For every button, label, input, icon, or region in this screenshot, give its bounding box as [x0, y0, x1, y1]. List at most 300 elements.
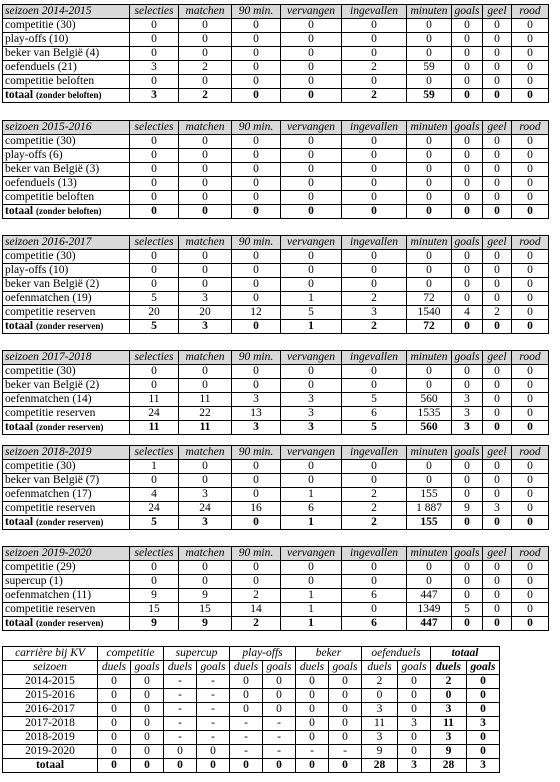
- total-note: (zonder beloften): [35, 206, 102, 216]
- table-row: [3, 561, 549, 575]
- career-cell: 9: [362, 745, 398, 759]
- stat-cell: 0: [407, 365, 452, 379]
- table-row: [3, 264, 549, 278]
- stat-cell: 6: [342, 589, 407, 603]
- total-cell: 0: [483, 421, 512, 435]
- column-header: selecties: [130, 547, 179, 561]
- career-cell: 3: [362, 703, 398, 717]
- stat-cell: 0: [342, 75, 407, 89]
- career-subheader-row: [3, 661, 500, 675]
- total-cell: 0: [483, 89, 512, 103]
- stat-cell: 0: [512, 407, 549, 421]
- career-cell: 0: [98, 717, 131, 731]
- career-subheader: goals: [131, 661, 164, 675]
- stat-cell: 0: [179, 135, 232, 149]
- stat-cell: 0: [232, 47, 281, 61]
- column-header: ingevallen: [342, 5, 407, 19]
- career-cell: 0: [296, 717, 329, 731]
- table-row: [3, 33, 549, 47]
- total-note: (zonder reserven): [35, 321, 104, 331]
- stat-cell: 0: [407, 379, 452, 393]
- total-note: (zonder reserven): [35, 422, 104, 432]
- career-subheader: duels: [431, 661, 467, 675]
- stat-cell: 3: [179, 292, 232, 306]
- table-row: [3, 460, 549, 474]
- career-season-header: seizoen: [3, 661, 98, 675]
- career-table: [2, 646, 500, 773]
- stat-cell: 3: [232, 393, 281, 407]
- total-cell: 9: [130, 617, 179, 631]
- stat-cell: 560: [407, 393, 452, 407]
- career-cell: 2: [362, 675, 398, 689]
- stat-cell: 0: [179, 177, 232, 191]
- career-cell: 0: [263, 703, 296, 717]
- career-cell: 2: [431, 675, 467, 689]
- column-header: minuten: [407, 236, 452, 250]
- column-header: matchen: [179, 236, 232, 250]
- career-title: carrière bij KV: [3, 647, 98, 661]
- total-row: [3, 89, 549, 103]
- stat-cell: 0: [232, 250, 281, 264]
- stat-cell: 0: [232, 561, 281, 575]
- stat-cell: 5: [281, 306, 342, 320]
- stat-cell: 0: [483, 589, 512, 603]
- stat-cell: 0: [342, 575, 407, 589]
- stat-cell: 0: [342, 177, 407, 191]
- stat-cell: 11: [179, 393, 232, 407]
- career-cell: 0: [263, 689, 296, 703]
- career-cell: -: [329, 745, 362, 759]
- stat-cell: 0: [407, 163, 452, 177]
- career-cell: -: [263, 745, 296, 759]
- stat-cell: 0: [512, 306, 549, 320]
- total-cell: 3: [130, 89, 179, 103]
- stat-cell: 1: [281, 292, 342, 306]
- career-cell: 0: [362, 689, 398, 703]
- stat-cell: 0: [342, 460, 407, 474]
- column-header: rood: [512, 121, 549, 135]
- column-header: selecties: [130, 351, 179, 365]
- stat-cell: 0: [232, 19, 281, 33]
- total-cell: 5: [130, 516, 179, 530]
- table-row: [3, 75, 549, 89]
- row-label: oefenduels (13): [3, 177, 130, 191]
- career-row: [3, 703, 500, 717]
- total-cell: 0: [512, 421, 549, 435]
- career-cell: 0: [230, 675, 263, 689]
- stat-cell: 0: [407, 191, 452, 205]
- row-label: play-offs (10): [3, 33, 130, 47]
- column-header: matchen: [179, 547, 232, 561]
- career-cell: -: [230, 745, 263, 759]
- career-total-cell: 0: [98, 759, 131, 773]
- career-cell: 0: [131, 731, 164, 745]
- row-label: competitie reserven: [3, 603, 130, 617]
- total-cell: 3: [179, 516, 232, 530]
- stat-cell: 0: [452, 589, 483, 603]
- column-header: ingevallen: [342, 547, 407, 561]
- stat-cell: 13: [232, 407, 281, 421]
- stat-cell: 3: [130, 61, 179, 75]
- career-group-header: competitie: [98, 647, 164, 661]
- column-header: matchen: [179, 121, 232, 135]
- career-cell: 0: [98, 745, 131, 759]
- total-label-cell: [3, 421, 130, 435]
- column-header: vervangen: [281, 5, 342, 19]
- stat-cell: 16: [232, 502, 281, 516]
- season-header-row: [3, 547, 549, 561]
- column-header: selecties: [130, 121, 179, 135]
- stat-cell: 0: [512, 177, 549, 191]
- column-header: vervangen: [281, 351, 342, 365]
- stat-cell: 0: [452, 47, 483, 61]
- stat-cell: 59: [407, 61, 452, 75]
- stat-cell: 0: [342, 191, 407, 205]
- stat-cell: 0: [407, 75, 452, 89]
- column-header: rood: [512, 547, 549, 561]
- career-cell: -: [263, 731, 296, 745]
- column-header: vervangen: [281, 446, 342, 460]
- career-subheader: goals: [263, 661, 296, 675]
- total-label: totaal: [5, 516, 34, 528]
- total-cell: 2: [232, 617, 281, 631]
- stat-cell: 0: [483, 292, 512, 306]
- stat-cell: 0: [483, 135, 512, 149]
- stat-cell: 0: [452, 33, 483, 47]
- career-subheader: goals: [197, 661, 230, 675]
- column-header: ingevallen: [342, 446, 407, 460]
- career-cell: 0: [467, 675, 500, 689]
- stat-cell: 0: [179, 149, 232, 163]
- season-header-row: [3, 351, 549, 365]
- stat-cell: 0: [130, 19, 179, 33]
- table-row: [3, 47, 549, 61]
- career-cell: -: [296, 745, 329, 759]
- stat-cell: 20: [130, 306, 179, 320]
- column-header: ingevallen: [342, 351, 407, 365]
- table-row: [3, 135, 549, 149]
- total-cell: 0: [512, 320, 549, 334]
- stat-cell: 0: [232, 177, 281, 191]
- stat-cell: 0: [232, 163, 281, 177]
- stat-cell: 0: [342, 250, 407, 264]
- stat-cell: 0: [512, 502, 549, 516]
- career-cell: 0: [296, 731, 329, 745]
- stat-cell: 2: [342, 488, 407, 502]
- stat-cell: 0: [452, 365, 483, 379]
- column-header: minuten: [407, 5, 452, 19]
- total-label-cell: [3, 205, 130, 219]
- stat-cell: 3: [452, 393, 483, 407]
- career-cell: 0: [329, 717, 362, 731]
- row-label: beker van België (3): [3, 163, 130, 177]
- career-cell: 3: [398, 717, 431, 731]
- total-cell: 0: [512, 89, 549, 103]
- stat-cell: 0: [452, 191, 483, 205]
- table-row: [3, 292, 549, 306]
- stat-cell: 0: [483, 365, 512, 379]
- total-cell: 5: [130, 320, 179, 334]
- stat-cell: 0: [281, 47, 342, 61]
- row-label: competitie (30): [3, 19, 130, 33]
- total-note: (zonder reserven): [35, 618, 104, 628]
- total-cell: 0: [232, 320, 281, 334]
- stat-cell: 1 887: [407, 502, 452, 516]
- career-cell: 11: [431, 717, 467, 731]
- stat-cell: 0: [512, 292, 549, 306]
- stat-cell: 72: [407, 292, 452, 306]
- stat-cell: 0: [281, 264, 342, 278]
- stat-cell: 0: [483, 47, 512, 61]
- career-cell: 0: [131, 689, 164, 703]
- career-cell: 0: [131, 703, 164, 717]
- season-table: [2, 4, 549, 103]
- total-cell: 0: [179, 205, 232, 219]
- career-season: 2018-2019: [3, 731, 98, 745]
- career-cell: 0: [467, 703, 500, 717]
- total-label-cell: [3, 617, 130, 631]
- row-label: beker van België (2): [3, 379, 130, 393]
- total-label: totaal: [5, 320, 34, 332]
- stat-cell: 0: [281, 19, 342, 33]
- total-cell: 0: [452, 516, 483, 530]
- stat-cell: 6: [342, 407, 407, 421]
- stat-cell: 0: [232, 575, 281, 589]
- stat-cell: 15: [130, 603, 179, 617]
- total-row: [3, 320, 549, 334]
- table-row: [3, 379, 549, 393]
- stat-cell: 0: [452, 135, 483, 149]
- stat-cell: 1349: [407, 603, 452, 617]
- stat-cell: 0: [512, 163, 549, 177]
- season-header-row: [3, 236, 549, 250]
- career-cell: -: [197, 717, 230, 731]
- table-row: [3, 191, 549, 205]
- stat-cell: 0: [130, 163, 179, 177]
- column-header: geel: [483, 5, 512, 19]
- stat-cell: 24: [130, 407, 179, 421]
- stat-cell: 0: [452, 488, 483, 502]
- column-header: ingevallen: [342, 236, 407, 250]
- column-header: 90 min.: [232, 121, 281, 135]
- stat-cell: 0: [232, 135, 281, 149]
- stat-cell: 5: [452, 603, 483, 617]
- career-total-cell: 0: [164, 759, 197, 773]
- career-row: [3, 717, 500, 731]
- total-cell: 0: [232, 516, 281, 530]
- stat-cell: 0: [342, 149, 407, 163]
- stat-cell: 0: [483, 177, 512, 191]
- stat-cell: 0: [407, 278, 452, 292]
- stat-cell: 22: [179, 407, 232, 421]
- career-cell: 0: [467, 745, 500, 759]
- career-total-cell: 0: [296, 759, 329, 773]
- stat-cell: 0: [407, 474, 452, 488]
- career-total-cell: 28: [362, 759, 398, 773]
- table-row: [3, 393, 549, 407]
- stat-cell: 0: [130, 191, 179, 205]
- career-cell: 0: [467, 689, 500, 703]
- total-cell: 0: [452, 617, 483, 631]
- stat-cell: 1: [130, 460, 179, 474]
- career-cell: 0: [98, 675, 131, 689]
- stat-cell: 0: [452, 292, 483, 306]
- total-cell: 3: [232, 421, 281, 435]
- stat-cell: 0: [232, 278, 281, 292]
- career-cell: 0: [98, 731, 131, 745]
- column-header: geel: [483, 446, 512, 460]
- career-cell: 0: [398, 689, 431, 703]
- stat-cell: 0: [407, 177, 452, 191]
- stat-cell: 3: [452, 407, 483, 421]
- table-row: [3, 278, 549, 292]
- career-cell: 0: [431, 689, 467, 703]
- career-cell: 0: [263, 675, 296, 689]
- stat-cell: 0: [232, 149, 281, 163]
- stat-cell: 0: [407, 250, 452, 264]
- stat-cell: 0: [342, 603, 407, 617]
- career-row: [3, 689, 500, 703]
- career-total-cell: 28: [431, 759, 467, 773]
- career-cell: 0: [398, 745, 431, 759]
- career-row: [3, 745, 500, 759]
- career-subheader: duels: [164, 661, 197, 675]
- stat-cell: 24: [130, 502, 179, 516]
- season-header-row: [3, 121, 549, 135]
- column-header: selecties: [130, 236, 179, 250]
- stat-cell: 0: [281, 33, 342, 47]
- career-cell: -: [230, 731, 263, 745]
- stat-cell: 0: [483, 561, 512, 575]
- column-header: selecties: [130, 5, 179, 19]
- stat-cell: 0: [232, 460, 281, 474]
- stat-cell: 0: [483, 603, 512, 617]
- stat-cell: 12: [232, 306, 281, 320]
- stat-cell: 0: [130, 264, 179, 278]
- career-cell: 0: [296, 703, 329, 717]
- stat-cell: 1540: [407, 306, 452, 320]
- career-season: 2014-2015: [3, 675, 98, 689]
- total-cell: 3: [281, 421, 342, 435]
- career-subheader: duels: [230, 661, 263, 675]
- total-cell: 155: [407, 516, 452, 530]
- column-header: rood: [512, 236, 549, 250]
- row-label: supercup (1): [3, 575, 130, 589]
- stat-cell: 0: [281, 379, 342, 393]
- career-subheader: duels: [362, 661, 398, 675]
- table-row: [3, 177, 549, 191]
- stat-cell: 11: [130, 393, 179, 407]
- row-label: competitie reserven: [3, 502, 130, 516]
- total-cell: 2: [342, 89, 407, 103]
- stat-cell: 9: [452, 502, 483, 516]
- career-cell: 3: [431, 731, 467, 745]
- season-title: seizoen 2015-2016: [3, 121, 130, 135]
- stat-cell: 2: [342, 502, 407, 516]
- total-note: (zonder beloften): [35, 90, 102, 100]
- row-label: play-offs (10): [3, 264, 130, 278]
- career-cell: 0: [98, 689, 131, 703]
- stat-cell: 0: [512, 250, 549, 264]
- total-cell: 0: [452, 320, 483, 334]
- career-cell: -: [164, 717, 197, 731]
- table-row: [3, 19, 549, 33]
- stat-cell: 0: [512, 365, 549, 379]
- stat-cell: 2: [179, 61, 232, 75]
- total-label: totaal: [5, 617, 34, 629]
- stat-cell: 0: [512, 61, 549, 75]
- career-cell: 0: [131, 675, 164, 689]
- career-cell: 0: [398, 703, 431, 717]
- stat-cell: 0: [512, 33, 549, 47]
- stat-cell: 0: [483, 488, 512, 502]
- column-header: matchen: [179, 446, 232, 460]
- stat-cell: 1: [281, 603, 342, 617]
- stat-cell: 0: [483, 163, 512, 177]
- stat-cell: 0: [483, 407, 512, 421]
- table-row: [3, 250, 549, 264]
- column-header: matchen: [179, 351, 232, 365]
- stat-cell: 0: [407, 575, 452, 589]
- stat-cell: 1: [281, 488, 342, 502]
- career-cell: 0: [296, 689, 329, 703]
- stat-cell: 0: [483, 61, 512, 75]
- stat-cell: 0: [452, 61, 483, 75]
- stat-cell: 0: [281, 460, 342, 474]
- stat-cell: 0: [512, 19, 549, 33]
- column-header: vervangen: [281, 547, 342, 561]
- stat-cell: 0: [452, 575, 483, 589]
- row-label: competitie reserven: [3, 407, 130, 421]
- table-row: [3, 365, 549, 379]
- stat-cell: 0: [452, 19, 483, 33]
- career-cell: -: [164, 689, 197, 703]
- career-cell: -: [164, 675, 197, 689]
- stat-cell: 0: [452, 474, 483, 488]
- stat-cell: 0: [281, 278, 342, 292]
- stat-cell: 0: [130, 47, 179, 61]
- total-cell: 0: [512, 516, 549, 530]
- table-row: [3, 603, 549, 617]
- stat-cell: 0: [483, 474, 512, 488]
- career-header-row: [3, 647, 500, 661]
- column-header: 90 min.: [232, 446, 281, 460]
- stat-cell: 0: [512, 191, 549, 205]
- total-cell: 3: [179, 320, 232, 334]
- stat-cell: 0: [179, 75, 232, 89]
- column-header: minuten: [407, 351, 452, 365]
- stat-cell: 0: [512, 575, 549, 589]
- stat-cell: 0: [281, 250, 342, 264]
- stat-cell: 0: [452, 278, 483, 292]
- stat-cell: 0: [452, 379, 483, 393]
- season-title: seizoen 2016-2017: [3, 236, 130, 250]
- row-label: oefenmatchen (19): [3, 292, 130, 306]
- stat-cell: 155: [407, 488, 452, 502]
- total-cell: 5: [342, 421, 407, 435]
- total-note: (zonder reserven): [35, 517, 104, 527]
- career-total-cell: 0: [197, 759, 230, 773]
- total-label: totaal: [5, 421, 34, 433]
- stat-cell: 0: [342, 278, 407, 292]
- stat-cell: 0: [483, 33, 512, 47]
- career-cell: 0: [296, 675, 329, 689]
- stat-cell: 0: [483, 393, 512, 407]
- table-row: [3, 575, 549, 589]
- stat-cell: 0: [452, 177, 483, 191]
- total-cell: 0: [342, 205, 407, 219]
- total-cell: 560: [407, 421, 452, 435]
